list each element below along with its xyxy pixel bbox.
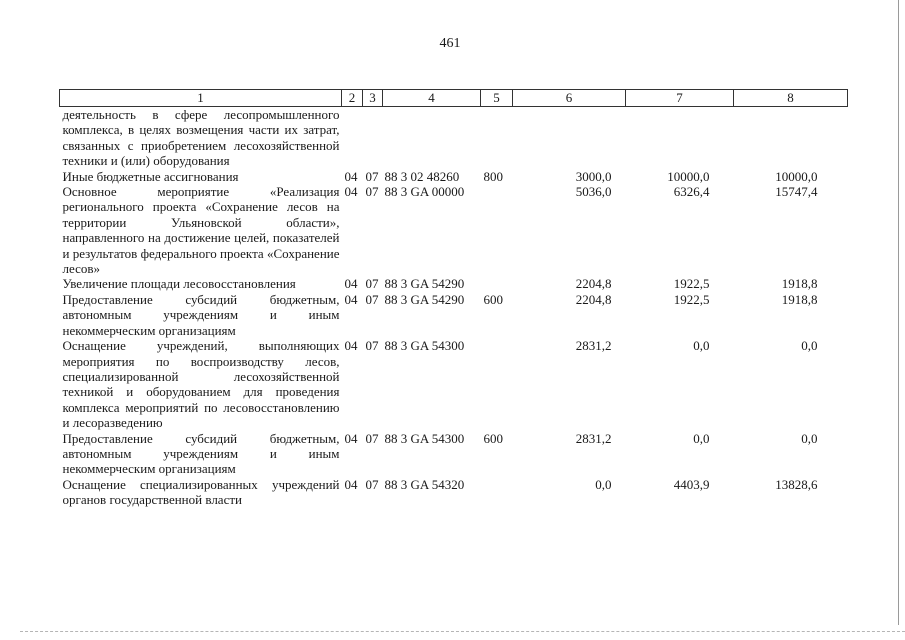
cell-target-article: 88 3 GA 54300 [384, 338, 465, 354]
cell-amount-2 [626, 107, 734, 169]
cell-amount-1: 0,0 [595, 476, 612, 492]
page-edge-bottom [20, 631, 905, 632]
cell-amount-1: 2204,8 [575, 291, 612, 307]
row-description: Иные бюджетные ассигнования [62, 168, 239, 184]
row-description: Увеличение площади лесовосстановления [62, 276, 296, 292]
column-header: 8 [734, 90, 848, 107]
row-description: Оснащение специализированных учреждений органов государственной власти [62, 476, 340, 508]
cell-expense-type [481, 276, 513, 291]
cell-subsection: 07 [365, 338, 379, 354]
row-description: Основное мероприятие «Реализация регионального проекта «Сохранение лесов на территории Ульяновской области», направленного на достижение целей, показателей и результатов федерального проекта «Сохранение лесов» [62, 184, 340, 277]
cell-amount-1: 3000,0 [575, 168, 612, 184]
cell-amount-1: 2204,8 [575, 276, 612, 292]
cell-target-article [383, 107, 481, 169]
table-row [60, 292, 848, 338]
cell-amount-3: 13828,6 [775, 476, 818, 492]
cell-expense-type [481, 107, 513, 169]
cell-target-article: 88 3 02 48260 [384, 168, 460, 184]
cell-section: 04 [344, 476, 358, 492]
cell-amount-2: 0,0 [693, 430, 710, 446]
cell-subsection: 07 [365, 276, 379, 292]
cell-target-article: 88 3 GA 54300 [384, 430, 465, 446]
cell-amount-1: 2831,2 [575, 430, 612, 446]
table-row [60, 431, 848, 477]
cell-subsection: 07 [365, 168, 379, 184]
cell-target-article: 88 3 GA 54290 [384, 291, 465, 307]
table-row [60, 107, 848, 169]
cell-expense-type: 600 [483, 291, 503, 307]
table-row [60, 276, 848, 291]
cell-amount-1: 2831,2 [575, 338, 612, 354]
cell-amount-1: 5036,0 [575, 184, 612, 200]
cell-amount-3: 15747,4 [775, 184, 818, 200]
budget-table [59, 89, 848, 508]
page-edge-right [898, 0, 899, 625]
cell-amount-3: 0,0 [801, 338, 818, 354]
column-header: 5 [481, 90, 513, 107]
column-header: 2 [342, 90, 363, 107]
column-header: 3 [363, 90, 383, 107]
cell-expense-type [481, 338, 513, 430]
cell-amount-2: 4403,9 [673, 476, 710, 492]
cell-amount-3: 0,0 [801, 430, 818, 446]
cell-amount-3: 10000,0 [775, 168, 818, 184]
column-header: 1 [60, 90, 342, 107]
cell-subsection: 07 [365, 476, 379, 492]
cell-amount-2: 10000,0 [667, 168, 710, 184]
cell-section: 04 [344, 338, 358, 354]
cell-expense-type: 800 [483, 168, 503, 184]
cell-section: 04 [344, 430, 358, 446]
cell-amount-2: 1922,5 [673, 291, 710, 307]
cell-target-article: 88 3 GA 54290 [384, 276, 465, 292]
cell-amount-1 [513, 107, 626, 169]
cell-amount-2: 0,0 [693, 338, 710, 354]
table-row [60, 477, 848, 508]
cell-amount-3: 1918,8 [781, 291, 818, 307]
row-description: Предоставление субсидий бюджетным, автономным учреждениям и иным некоммерческим организациям [62, 291, 340, 338]
row-description: Оснащение учреждений, выполняющих мероприятия по воспроизводству лесов, специализированной лесохозяйственной техникой и оборудованием для проведения комплекса мероприятий по лесовосстановлению и лесоразведению [62, 338, 340, 431]
column-header: 7 [626, 90, 734, 107]
column-header: 4 [383, 90, 481, 107]
page-number: 461 [439, 36, 461, 51]
cell-target-article: 88 3 GA 54320 [384, 476, 465, 492]
cell-section: 04 [344, 184, 358, 200]
table-header-row [60, 90, 848, 107]
cell-amount-2: 1922,5 [673, 276, 710, 292]
cell-subsection: 07 [365, 430, 379, 446]
cell-subsection: 07 [365, 291, 379, 307]
cell-subsection [363, 107, 383, 169]
cell-amount-3: 1918,8 [781, 276, 818, 292]
cell-section: 04 [344, 168, 358, 184]
row-description: деятельность в сфере лесопромышленного комплекса, в целях возмещения части их затрат, связанных с приобретением лесохозяйственной техники и (или) оборудования [62, 107, 340, 169]
cell-section [342, 107, 363, 169]
cell-amount-2: 6326,4 [673, 184, 710, 200]
cell-expense-type [481, 184, 513, 276]
cell-section: 04 [344, 291, 358, 307]
cell-amount-3 [734, 107, 848, 169]
column-header: 6 [513, 90, 626, 107]
cell-expense-type [481, 477, 513, 508]
table-row [60, 338, 848, 430]
cell-target-article: 88 3 GA 00000 [384, 184, 465, 200]
cell-section: 04 [344, 276, 358, 292]
table-row [60, 169, 848, 184]
cell-expense-type: 600 [483, 430, 503, 446]
cell-subsection: 07 [365, 184, 379, 200]
table-row [60, 184, 848, 276]
row-description: Предоставление субсидий бюджетным, автономным учреждениям и иным некоммерческим организациям [62, 430, 340, 477]
